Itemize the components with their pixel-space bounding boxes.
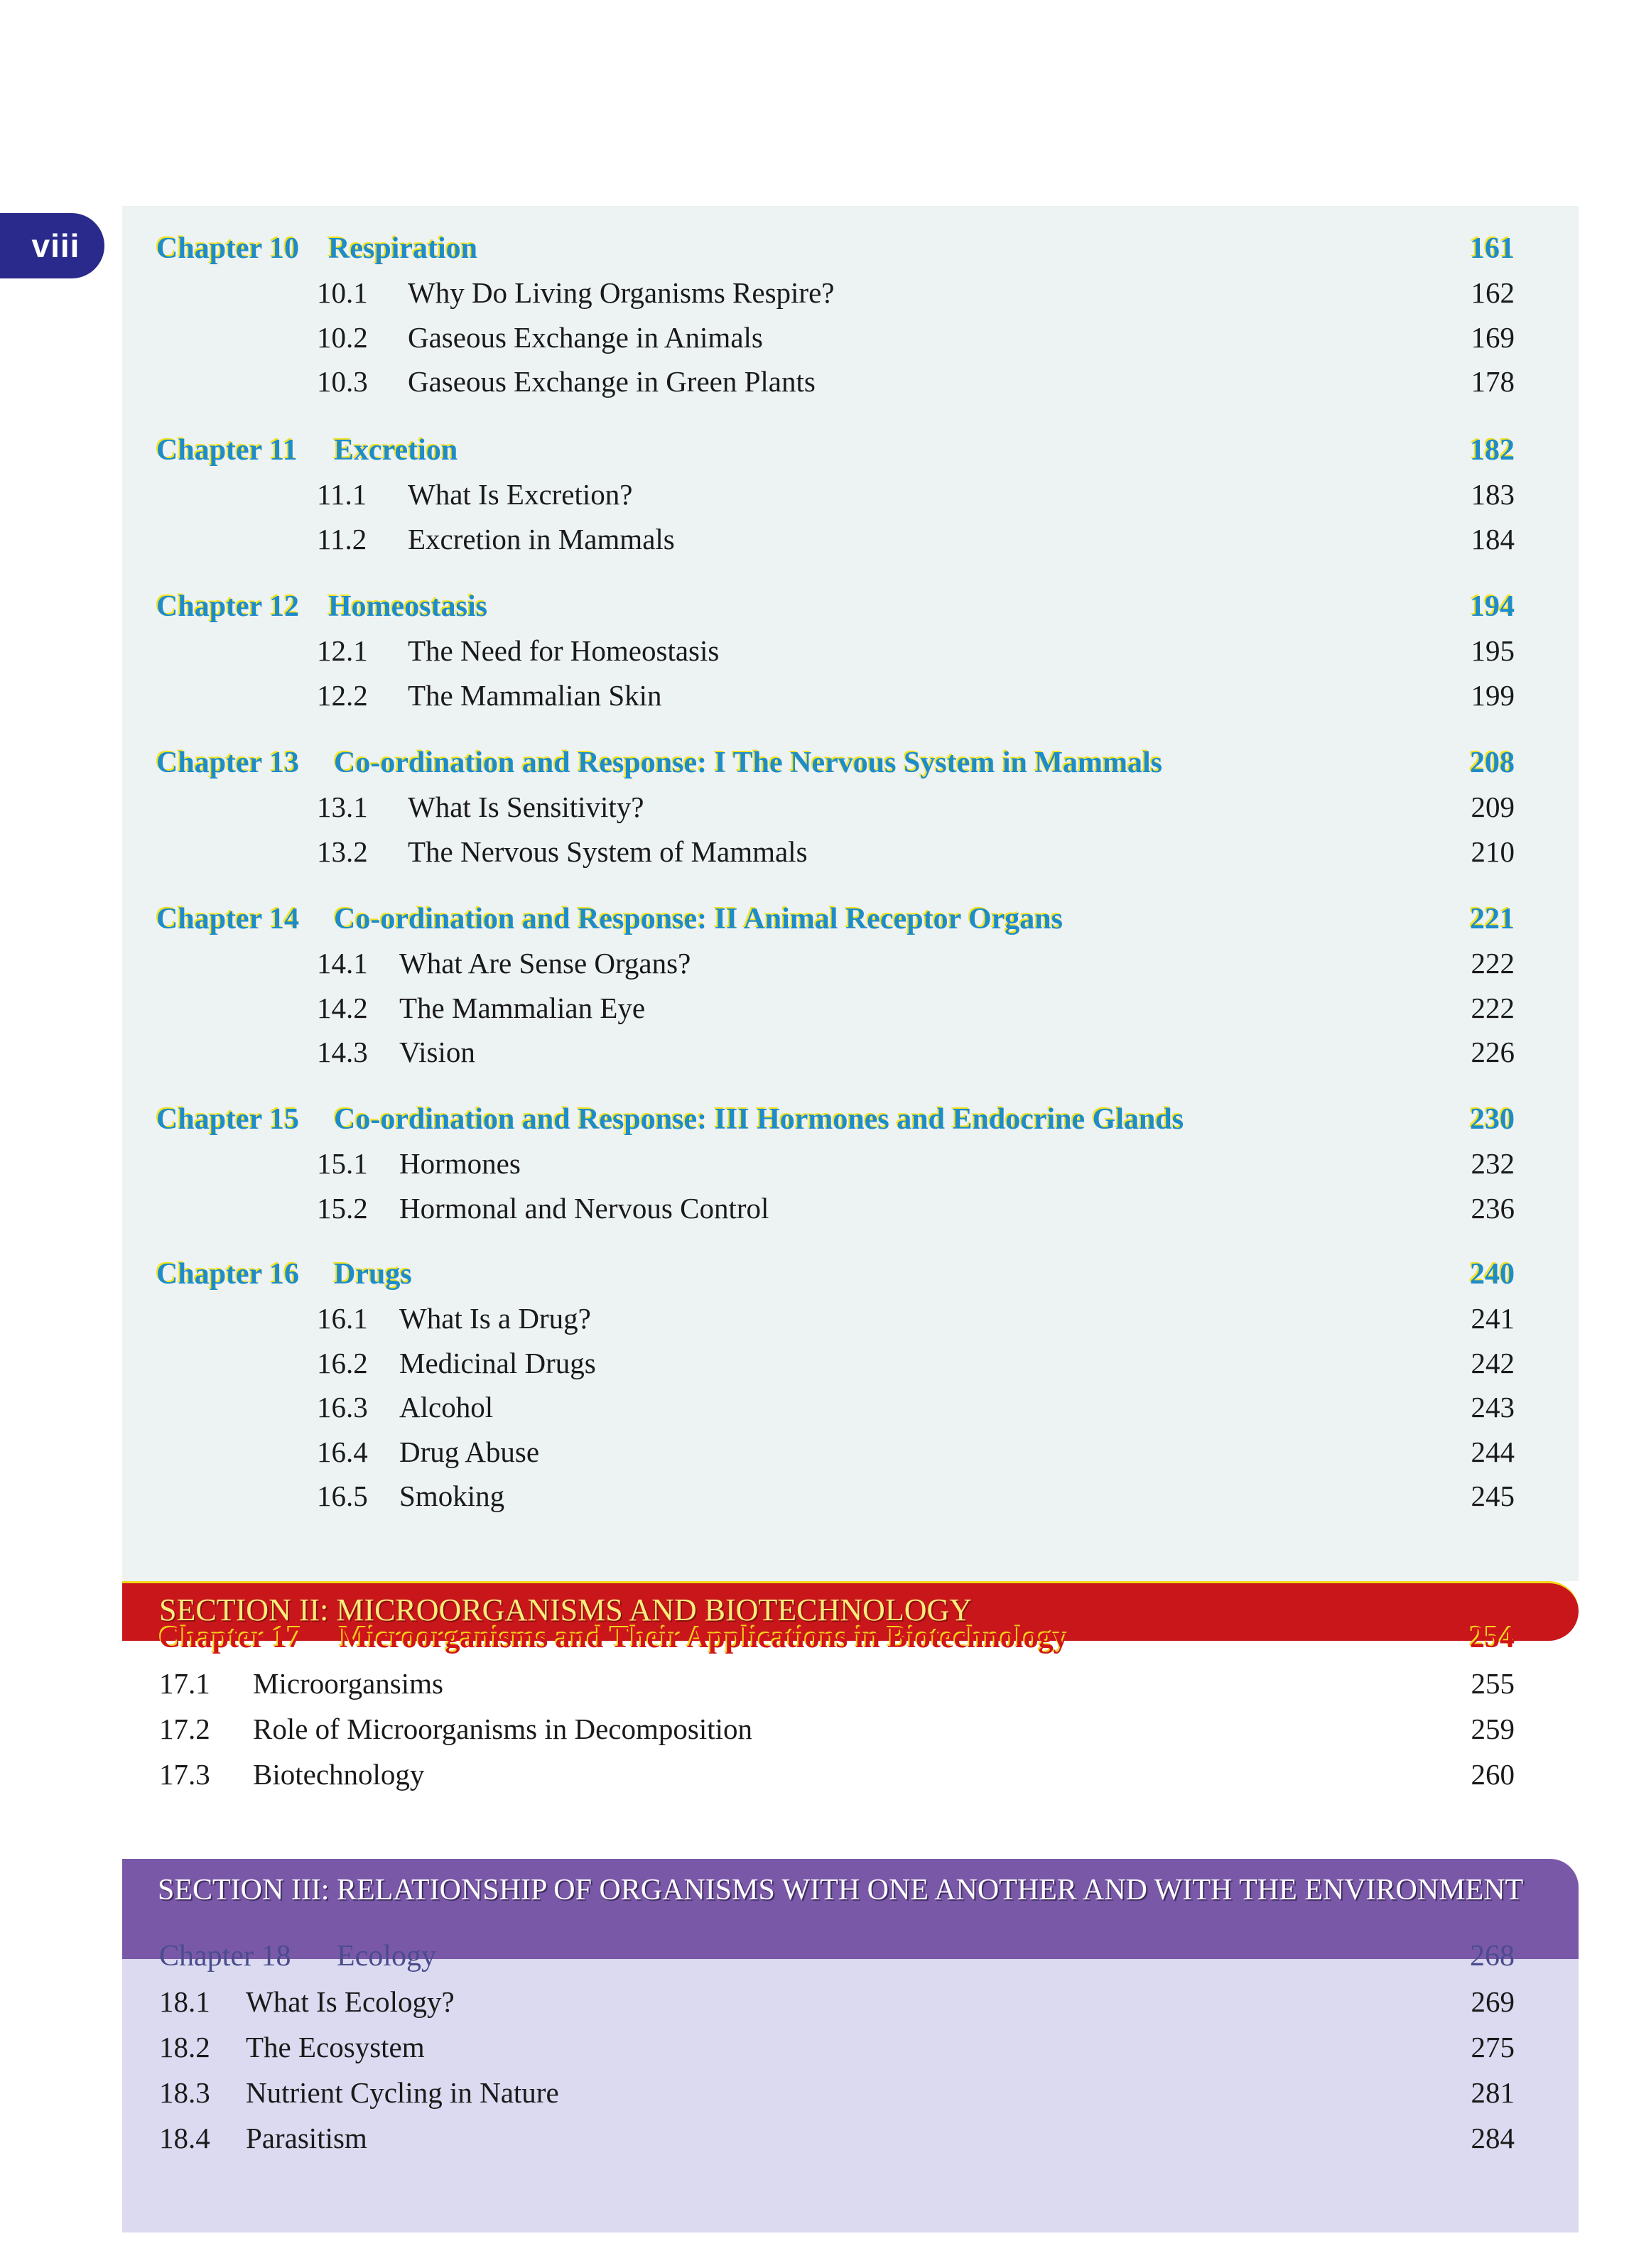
- subsection-number: 14.1: [317, 947, 368, 980]
- chapter-row[interactable]: [0, 430, 1629, 470]
- chapter-title[interactable]: Co-ordination and Response: II Animal Receptor Organs: [334, 903, 1063, 935]
- subsection-row[interactable]: [0, 1982, 1629, 2022]
- subsection-title[interactable]: Alcohol: [399, 1391, 494, 1423]
- subsection-page: 169: [1471, 321, 1515, 354]
- section-3-title: SECTION III: RELATIONSHIP OF ORGANISMS WITH ONE ANOTHER AND WITH THE ENVIRONMENT: [158, 1874, 1524, 1906]
- subsection-row[interactable]: [0, 1188, 1629, 1228]
- subsection-title[interactable]: Smoking: [399, 1480, 505, 1512]
- subsection-page: 255: [1471, 1667, 1515, 1700]
- chapter-label: Chapter 12: [156, 590, 300, 623]
- subsection-row[interactable]: [0, 2118, 1629, 2158]
- subsection-title[interactable]: Why Do Living Organisms Respire?: [408, 276, 835, 309]
- subsection-row[interactable]: [0, 943, 1629, 983]
- chapter-row[interactable]: [0, 743, 1629, 783]
- subsection-page: 243: [1471, 1391, 1515, 1423]
- subsection-row[interactable]: [0, 273, 1629, 313]
- subsection-row[interactable]: [0, 832, 1629, 872]
- subsection-number: 10.3: [317, 365, 368, 398]
- subsection-title[interactable]: Hormonal and Nervous Control: [399, 1192, 769, 1225]
- subsection-page: 222: [1471, 992, 1515, 1024]
- subsection-row[interactable]: [0, 1709, 1629, 1749]
- subsection-number: 18.1: [159, 1985, 210, 2018]
- chapter-title[interactable]: Ecology: [337, 1940, 436, 1973]
- subsection-title[interactable]: Gaseous Exchange in Animals: [408, 321, 763, 354]
- subsection-row[interactable]: [0, 519, 1629, 559]
- subsection-number: 17.1: [159, 1667, 210, 1700]
- subsection-page: 183: [1471, 478, 1515, 511]
- subsection-page: 209: [1471, 791, 1515, 823]
- subsection-title[interactable]: The Need for Homeostasis: [408, 634, 720, 667]
- subsection-row[interactable]: [0, 988, 1629, 1028]
- subsection-number: 14.2: [317, 992, 368, 1024]
- subsection-title[interactable]: Vision: [399, 1036, 475, 1068]
- subsection-title[interactable]: Medicinal Drugs: [399, 1347, 596, 1379]
- chapter-row[interactable]: [0, 229, 1629, 268]
- subsection-number: 12.1: [317, 634, 368, 667]
- subsection-page: 269: [1471, 1985, 1515, 2018]
- subsection-number: 10.2: [317, 321, 368, 354]
- chapter-title[interactable]: Co-ordination and Response: I The Nervous System in Mammals: [334, 747, 1162, 779]
- subsection-row[interactable]: [0, 1664, 1629, 1703]
- subsection-row[interactable]: [0, 2073, 1629, 2112]
- subsection-number: 18.3: [159, 2076, 210, 2109]
- chapter-page: 208: [1470, 747, 1515, 779]
- subsection-page: 281: [1471, 2076, 1515, 2109]
- chapter-label: Chapter 17: [159, 1622, 303, 1654]
- subsection-number: 14.3: [317, 1036, 368, 1068]
- subsection-title[interactable]: The Nervous System of Mammals: [408, 835, 808, 868]
- subsection-page: 244: [1471, 1436, 1515, 1468]
- chapter-label: Chapter 10: [156, 232, 300, 265]
- subsection-page: 222: [1471, 947, 1515, 980]
- chapter-page: 221: [1470, 903, 1515, 935]
- subsection-row[interactable]: [0, 474, 1629, 514]
- subsection-page: 210: [1471, 835, 1515, 868]
- subsection-row[interactable]: [0, 362, 1629, 401]
- chapter-row[interactable]: [0, 899, 1629, 939]
- subsection-number: 18.2: [159, 2031, 210, 2063]
- subsection-number: 16.2: [317, 1347, 368, 1379]
- subsection-row[interactable]: [0, 1754, 1629, 1794]
- subsection-row[interactable]: [0, 318, 1629, 357]
- subsection-number: 16.4: [317, 1436, 368, 1468]
- chapter-row[interactable]: [0, 1254, 1629, 1294]
- section-2-title: SECTION II: MICROORGANISMS AND BIOTECHNOLOGY: [159, 1593, 973, 1627]
- chapter-row[interactable]: [0, 1936, 1629, 1976]
- chapter-label: Chapter 14: [156, 903, 300, 935]
- subsection-page: 226: [1471, 1036, 1515, 1068]
- subsection-page: 184: [1471, 523, 1515, 555]
- subsection-row[interactable]: [0, 787, 1629, 827]
- subsection-page: 195: [1471, 634, 1515, 667]
- subsection-page: 284: [1471, 2122, 1515, 2154]
- chapter-title[interactable]: Homeostasis: [328, 590, 487, 623]
- chapter-page: 182: [1470, 434, 1515, 467]
- subsection-title[interactable]: What Is Ecology?: [246, 1985, 455, 2018]
- subsection-number: 15.2: [317, 1192, 368, 1225]
- subsection-number: 12.2: [317, 679, 368, 712]
- subsection-title[interactable]: What Is Excretion?: [408, 478, 633, 511]
- subsection-page: 199: [1471, 679, 1515, 712]
- subsection-page: 260: [1471, 1758, 1515, 1791]
- subsection-number: 13.1: [317, 791, 368, 823]
- subsection-number: 16.1: [317, 1302, 368, 1335]
- subsection-title[interactable]: What Are Sense Organs?: [399, 947, 691, 980]
- subsection-row[interactable]: [0, 1476, 1629, 1516]
- subsection-page: 275: [1471, 2031, 1515, 2063]
- subsection-number: 16.3: [317, 1391, 368, 1423]
- subsection-page: 232: [1471, 1147, 1515, 1180]
- chapter-label: Chapter 13: [156, 747, 300, 779]
- subsection-title[interactable]: Drug Abuse: [399, 1436, 540, 1468]
- subsection-page: 242: [1471, 1347, 1515, 1379]
- chapter-page: 254: [1470, 1622, 1515, 1654]
- subsection-title[interactable]: Parasitism: [246, 2122, 367, 2154]
- subsection-page: 178: [1471, 365, 1515, 398]
- subsection-title[interactable]: The Ecosystem: [246, 2031, 425, 2063]
- chapter-row[interactable]: [0, 1100, 1629, 1139]
- subsection-row[interactable]: [0, 1432, 1629, 1472]
- subsection-title[interactable]: Hormones: [399, 1147, 521, 1180]
- subsection-row[interactable]: [0, 631, 1629, 671]
- subsection-page: 245: [1471, 1480, 1515, 1512]
- subsection-title[interactable]: Gaseous Exchange in Green Plants: [408, 365, 816, 398]
- subsection-title[interactable]: Microorgansims: [253, 1667, 444, 1700]
- subsection-row[interactable]: [0, 1387, 1629, 1427]
- chapter-label: Chapter 16: [156, 1258, 300, 1291]
- subsection-title[interactable]: The Mammalian Eye: [399, 992, 646, 1024]
- subsection-title[interactable]: Nutrient Cycling in Nature: [246, 2076, 559, 2109]
- subsection-page: 162: [1471, 276, 1515, 309]
- subsection-title[interactable]: What Is a Drug?: [399, 1302, 591, 1335]
- chapter-label: Chapter 15: [156, 1103, 300, 1136]
- subsection-row[interactable]: [0, 1298, 1629, 1338]
- chapter-row[interactable]: [0, 587, 1629, 626]
- chapter-page: 194: [1470, 590, 1515, 623]
- subsection-title[interactable]: Role of Microorganisms in Decomposition: [253, 1713, 753, 1745]
- subsection-title[interactable]: Biotechnology: [253, 1758, 425, 1791]
- chapter-title[interactable]: Respiration: [328, 232, 477, 265]
- chapter-page: 240: [1470, 1258, 1515, 1291]
- subsection-row[interactable]: [0, 1144, 1629, 1183]
- subsection-number: 17.3: [159, 1758, 210, 1791]
- chapter-row[interactable]: [0, 1618, 1629, 1658]
- page-number: viii: [31, 227, 80, 264]
- subsection-title[interactable]: The Mammalian Skin: [408, 679, 662, 712]
- subsection-title[interactable]: Excretion in Mammals: [408, 523, 675, 555]
- subsection-page: 241: [1471, 1302, 1515, 1335]
- subsection-number: 11.2: [317, 523, 367, 555]
- chapter-page: 268: [1470, 1940, 1515, 1973]
- subsection-page: 259: [1471, 1713, 1515, 1745]
- subsection-number: 18.4: [159, 2122, 210, 2154]
- subsection-row[interactable]: [0, 1343, 1629, 1383]
- chapter-title[interactable]: Excretion: [334, 434, 458, 467]
- subsection-title[interactable]: What Is Sensitivity?: [408, 791, 644, 823]
- subsection-row[interactable]: [0, 1032, 1629, 1072]
- subsection-number: 13.2: [317, 835, 368, 868]
- chapter-title[interactable]: Microorganisms and Their Applications in Biotechnology: [340, 1622, 1068, 1654]
- subsection-page: 236: [1471, 1192, 1515, 1225]
- subsection-number: 17.2: [159, 1713, 210, 1745]
- chapter-page: 161: [1470, 232, 1515, 265]
- subsection-row[interactable]: [0, 675, 1629, 715]
- subsection-number: 10.1: [317, 276, 368, 309]
- subsection-row[interactable]: [0, 2027, 1629, 2067]
- chapter-title[interactable]: Co-ordination and Response: III Hormones and Endocrine Glands: [334, 1103, 1184, 1136]
- chapter-title[interactable]: Drugs: [334, 1258, 412, 1291]
- subsection-number: 15.1: [317, 1147, 368, 1180]
- chapter-label: Chapter 11: [156, 434, 298, 467]
- chapter-label: Chapter 18: [159, 1940, 291, 1973]
- subsection-number: 16.5: [317, 1480, 368, 1512]
- chapter-page: 230: [1470, 1103, 1515, 1136]
- subsection-number: 11.1: [317, 478, 367, 511]
